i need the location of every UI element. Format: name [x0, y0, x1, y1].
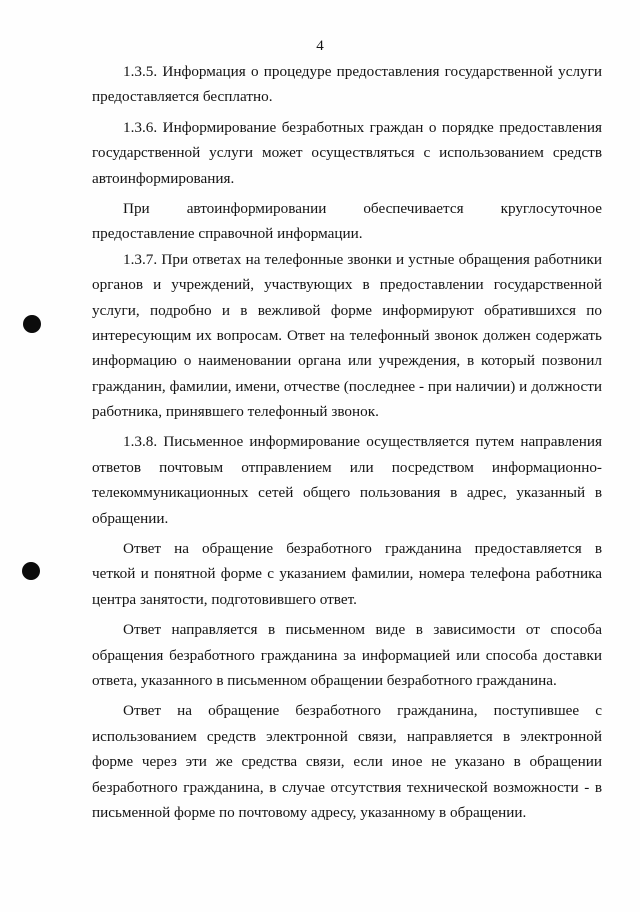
- text-line: органов и учреждений, участвующих в предоставлении государственной: [92, 276, 602, 294]
- text-line: Ответ на обращение безработного гражданина предоставляется в: [123, 540, 602, 558]
- text-line: Ответ на обращение безработного гражданина, поступившее с: [123, 702, 602, 720]
- text-line: интересующим их вопросам. Ответ на телефонный звонок должен содержать: [92, 326, 602, 344]
- text-line: работника, принявшего телефонный звонок.: [92, 403, 379, 421]
- text-line: обращения безработного гражданина за информацией или способа доставки: [92, 646, 602, 664]
- text-line: 1.3.6. Информирование безработных граждан о порядке предоставления: [123, 118, 602, 136]
- text-line: услуги, подробно и в вежливой форме информируют обратившихся по: [92, 301, 602, 319]
- text-line: 1.3.8. Письменное информирование осуществляется путем направления: [123, 433, 602, 451]
- text-line: письменной форме по почтовому адресу, указанному в обращении.: [92, 803, 527, 821]
- page-number: 4: [316, 38, 324, 54]
- text-line: При автоинформировании обеспечивается круглосуточное: [123, 199, 602, 217]
- body-text: [92, 59, 602, 825]
- text-line: гражданин, фамилии, имени, отчестве (последнее - при наличии) и должности: [92, 377, 602, 395]
- punch-hole: [23, 315, 41, 333]
- text-line: предоставляется бесплатно.: [92, 88, 273, 106]
- punch-hole: [22, 562, 40, 580]
- text-line: автоинформирования.: [92, 169, 235, 187]
- text-line: четкой и понятной форме с указанием фамилии, номера телефона работника: [92, 565, 602, 583]
- text-line: Ответ направляется в письменном виде в зависимости от способа: [123, 621, 602, 639]
- text-line: предоставление справочной информации.: [92, 225, 363, 243]
- text-line: центра занятости, подготовившего ответ.: [92, 590, 357, 608]
- text-line: ответов почтовым отправлением или посредством информационно-: [92, 458, 602, 476]
- text-line: безработного гражданина, в случае отсутствия технической возможности - в: [92, 778, 602, 796]
- text-line: использованием средств электронной связи, направляется в электронной: [92, 727, 602, 745]
- text-line: ответа, указанного в письменном обращении безработного гражданина.: [92, 671, 557, 689]
- text-line: обращении.: [92, 509, 169, 527]
- text-line: 1.3.7. При ответах на телефонные звонки и устные обращения работники: [123, 250, 602, 268]
- text-line: государственной услуги может осуществляться с использованием средств: [92, 144, 602, 162]
- text-line: форме через эти же средства связи, если иное не указано в обращении: [92, 753, 602, 771]
- text-line: информацию о наименовании органа или учреждения, в который позвонил: [92, 352, 602, 370]
- text-line: телекоммуникационных сетей общего пользования в адрес, указанный в: [92, 484, 602, 502]
- text-line: 1.3.5. Информация о процедуре предоставления государственной услуги: [123, 63, 602, 80]
